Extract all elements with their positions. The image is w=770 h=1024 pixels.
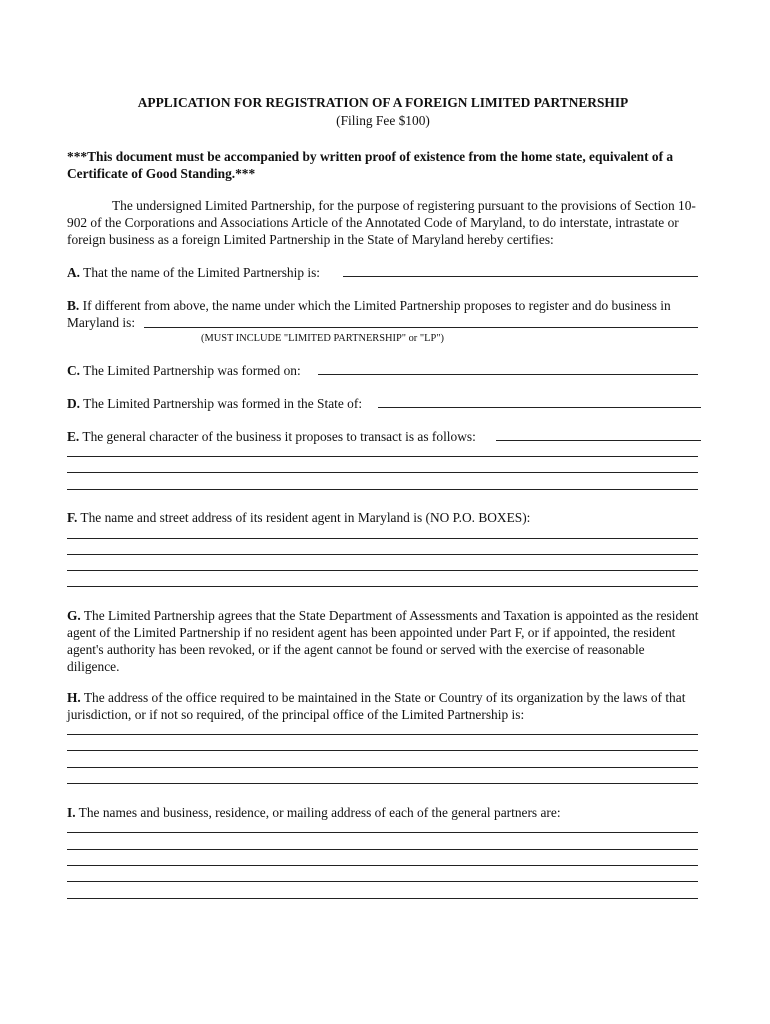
general-partners-field-1[interactable] xyxy=(67,832,698,833)
section-g xyxy=(67,607,699,675)
section-b-text: If different from above, the name under which the Limited Partnership proposes to register and do business in xyxy=(82,298,671,313)
resident-agent-field-3[interactable] xyxy=(67,570,698,571)
section-h-text: The address of the office required to be maintained in the State or Country of its organization by the laws of that jurisdiction, or if not so required, of the principal office of the Limited Partnership is: xyxy=(67,690,686,722)
section-b-text2: Maryland is: xyxy=(67,315,136,330)
section-h xyxy=(67,689,699,723)
business-character-field-1[interactable] xyxy=(496,440,701,441)
general-partners-field-3[interactable] xyxy=(67,865,698,866)
general-partners-field-4[interactable] xyxy=(67,881,698,882)
section-c-letter: C. xyxy=(67,363,81,378)
business-character-field-2[interactable] xyxy=(67,456,698,457)
resident-agent-field-4[interactable] xyxy=(67,586,698,587)
form-title: APPLICATION FOR REGISTRATION OF A FOREIGN LIMITED PARTNERSHIP xyxy=(137,95,629,110)
section-d xyxy=(67,395,699,412)
limited-partnership-name-field[interactable] xyxy=(343,276,698,277)
intro-paragraph: The undersigned Limited Partnership, for the purpose of registering pursuant to the provisions of Section 10-902 of the Corporations and Associations Article of the Annotated Code of Maryland, to do interstate, intrastate or foreign business as a foreign Limited Partnership in the State of Maryland hereby certifies: xyxy=(67,198,696,247)
resident-agent-field-2[interactable] xyxy=(67,554,698,555)
business-character-field-3[interactable] xyxy=(67,472,698,473)
section-b-letter: B. xyxy=(67,298,80,313)
section-d-text: The Limited Partnership was formed in the State of: xyxy=(83,396,363,411)
section-g-text: The Limited Partnership agrees that the State Department of Assessments and Taxation is appointed as the resident agent of the Limited Partnership if no resident agent has been appointed under Part F, or if appointed, the resident agent's authority has been revoked, or if the agent cannot be found or served with the exercise of reasonable diligence. xyxy=(67,608,699,674)
section-b xyxy=(67,297,699,314)
section-f-text: The name and street address of its resident agent in Maryland is (NO P.O. BOXES): xyxy=(80,510,531,525)
section-b-note: (MUST INCLUDE "LIMITED PARTNERSHIP" or "LP") xyxy=(201,333,444,344)
section-g-letter: G. xyxy=(67,608,81,623)
section-e-letter: E. xyxy=(67,429,80,444)
general-partners-field-5[interactable] xyxy=(67,898,698,899)
section-f xyxy=(67,509,699,526)
section-e-text: The general character of the business it proposes to transact is as follows: xyxy=(82,429,476,444)
section-h-letter: H. xyxy=(67,690,81,705)
section-i xyxy=(67,804,699,821)
general-partners-field-2[interactable] xyxy=(67,849,698,850)
section-c xyxy=(67,362,699,379)
formation-date-field[interactable] xyxy=(318,374,698,375)
section-a-text: That the name of the Limited Partnership is: xyxy=(83,265,321,280)
formation-state-field[interactable] xyxy=(378,407,701,408)
principal-office-field-4[interactable] xyxy=(67,783,698,784)
principal-office-field-1[interactable] xyxy=(67,734,698,735)
business-character-field-4[interactable] xyxy=(67,489,698,490)
section-i-letter: I. xyxy=(67,805,76,820)
filing-fee: (Filing Fee $100) xyxy=(336,113,430,128)
section-c-text: The Limited Partnership was formed on: xyxy=(83,363,301,378)
maryland-business-name-field[interactable] xyxy=(144,327,698,328)
resident-agent-field-1[interactable] xyxy=(67,538,698,539)
section-e xyxy=(67,428,699,445)
principal-office-field-3[interactable] xyxy=(67,767,698,768)
section-a xyxy=(67,264,699,281)
section-i-text: The names and business, residence, or mailing address of each of the general partners are: xyxy=(78,805,561,820)
section-f-letter: F. xyxy=(67,510,78,525)
section-d-letter: D. xyxy=(67,396,81,411)
section-a-letter: A. xyxy=(67,265,81,280)
principal-office-field-2[interactable] xyxy=(67,750,698,751)
notice-text: ***This document must be accompanied by written proof of existence from the home state, equivalent of a Certificate of Good Standing.*** xyxy=(67,149,674,181)
